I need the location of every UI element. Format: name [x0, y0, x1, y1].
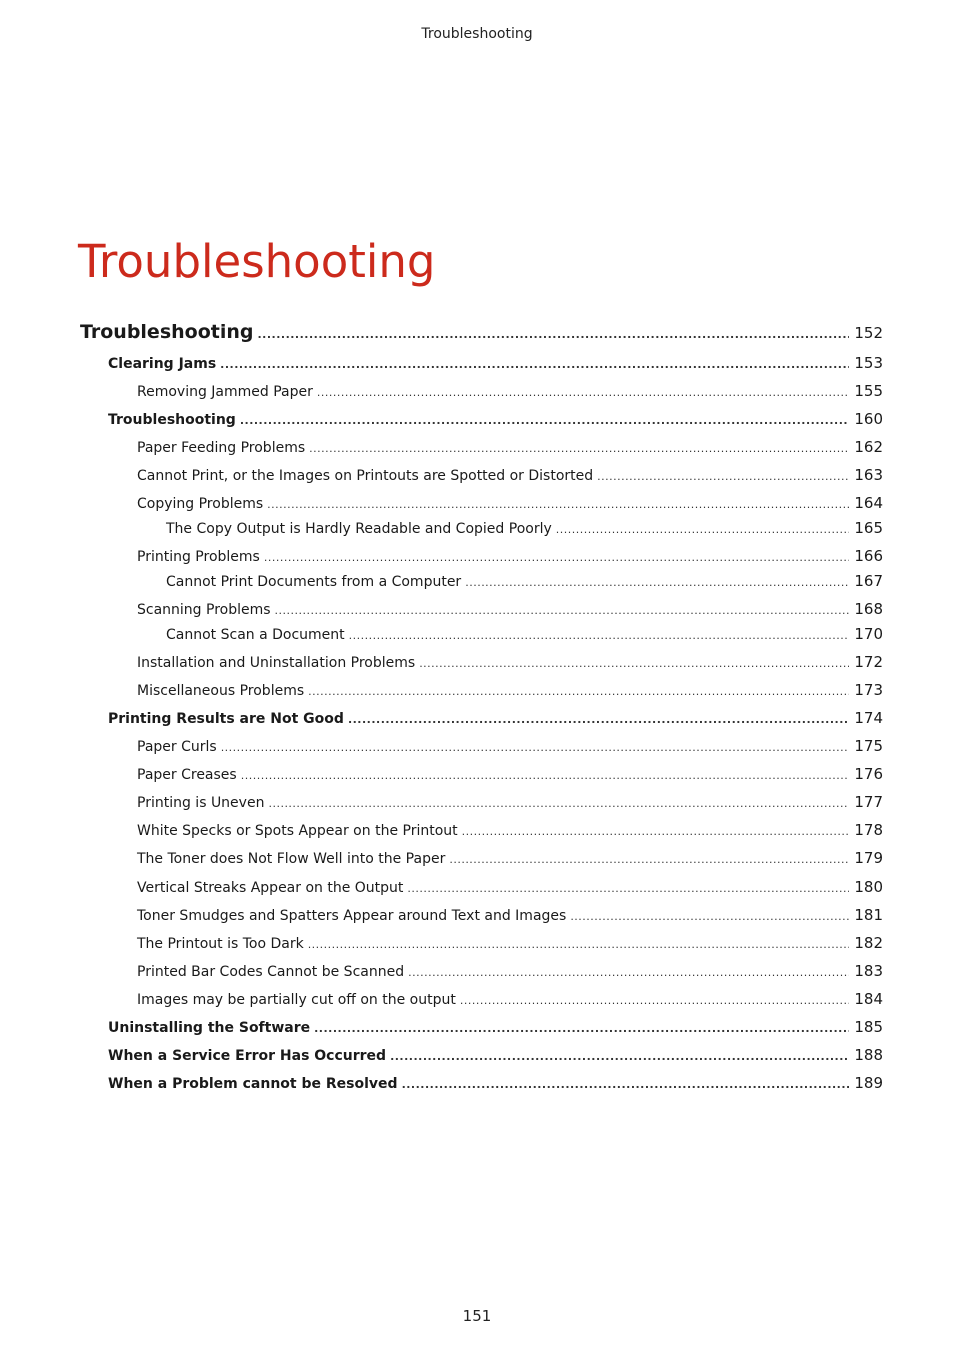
- toc-entry-page: 167: [854, 572, 883, 590]
- toc-entry-label: Printing Problems: [137, 549, 260, 565]
- dot-leader: [349, 629, 849, 642]
- toc-entry-page: 164: [854, 494, 883, 512]
- dot-leader: [317, 386, 849, 399]
- toc-entry-paper-creases[interactable]: [137, 765, 883, 783]
- dot-leader: [407, 882, 849, 895]
- toc-entry-label: Clearing Jams: [108, 356, 217, 372]
- toc-entry-label: Paper Feeding Problems: [137, 440, 306, 456]
- toc-entry-toner-not-flow[interactable]: [137, 849, 883, 867]
- toc-entry-copy-output-hardly-readable[interactable]: [166, 519, 883, 537]
- dot-leader: [308, 685, 849, 698]
- toc-entry-page: 179: [854, 849, 883, 867]
- toc-entry-printing-problems[interactable]: [137, 547, 883, 565]
- toc-entry-problem-not-resolved[interactable]: [108, 1074, 883, 1092]
- toc-entry-page: 185: [854, 1018, 883, 1036]
- toc-entry-page: 160: [854, 410, 883, 428]
- toc-entry-label: Miscellaneous Problems: [137, 683, 305, 699]
- toc-entry-label: The Copy Output is Hardly Readable and Copied Poorly: [166, 521, 552, 537]
- toc-entry-page: 166: [854, 547, 883, 565]
- dot-leader: [348, 713, 849, 726]
- toc-entry-label: When a Problem cannot be Resolved: [108, 1076, 398, 1092]
- toc-entry-label: Copying Problems: [137, 496, 264, 512]
- dot-leader: [460, 994, 849, 1007]
- dot-leader: [462, 825, 849, 838]
- dot-leader: [258, 328, 850, 341]
- toc-entry-troubleshooting[interactable]: [108, 410, 883, 428]
- toc-entry-label: Troubleshooting: [108, 412, 236, 428]
- toc-entry-label: The Printout is Too Dark: [137, 936, 304, 952]
- toc-entry-page: 165: [854, 519, 883, 537]
- dot-leader: [240, 414, 849, 427]
- toc-entry-label: Scanning Problems: [137, 602, 271, 618]
- toc-entry-page: 173: [854, 681, 883, 699]
- toc-entry-page: 181: [854, 906, 883, 924]
- toc-entry-page: 176: [854, 765, 883, 783]
- running-header: Troubleshooting: [421, 26, 533, 42]
- toc-entry-page: 182: [854, 934, 883, 952]
- toc-entry-toner-smudges[interactable]: [137, 906, 883, 924]
- toc-entry-page: 153: [854, 354, 883, 372]
- toc-entry-uninstalling-software[interactable]: [108, 1018, 883, 1036]
- toc-entry-page: 188: [854, 1046, 883, 1064]
- dot-leader: [408, 966, 849, 979]
- toc-entry-label: Installation and Uninstallation Problems: [137, 655, 416, 671]
- toc-entry-label: Images may be partially cut off on the output: [137, 992, 456, 1008]
- toc-entry-label: Uninstalling the Software: [108, 1020, 311, 1036]
- toc-entry-label: Toner Smudges and Spatters Appear around Text and Images: [137, 908, 567, 924]
- toc-entry-images-cut-off[interactable]: [137, 990, 883, 1008]
- dot-leader: [556, 523, 849, 536]
- chapter-title: Troubleshooting: [78, 235, 436, 288]
- toc-entry-page: 155: [854, 382, 883, 400]
- toc-entry-label: Cannot Print, or the Images on Printouts are Spotted or Distorted: [137, 468, 594, 484]
- toc-entry-white-specks[interactable]: [137, 821, 883, 839]
- toc-entry-page: 152: [854, 324, 883, 342]
- toc-entry-copying-problems[interactable]: [137, 494, 883, 512]
- toc-entry-label: Paper Curls: [137, 739, 217, 755]
- toc-entry-label: Cannot Print Documents from a Computer: [166, 574, 462, 590]
- dot-leader: [308, 938, 849, 951]
- toc-entry-page: 162: [854, 438, 883, 456]
- toc-entry-printout-too-dark[interactable]: [137, 934, 883, 952]
- toc-entry-page: 180: [854, 878, 883, 896]
- dot-leader: [314, 1022, 849, 1035]
- toc-entry-removing-jammed-paper[interactable]: [137, 382, 883, 400]
- toc-entry-scanning-problems[interactable]: [137, 600, 883, 618]
- toc-entry-installation-problems[interactable]: [137, 653, 883, 671]
- toc-entry-cannot-scan-document[interactable]: [166, 625, 883, 643]
- toc-entry-bar-codes[interactable]: [137, 962, 883, 980]
- toc-entry-label: The Toner does Not Flow Well into the Paper: [137, 851, 446, 867]
- toc-entry-page: 184: [854, 990, 883, 1008]
- toc-entry-page: 174: [854, 709, 883, 727]
- dot-leader: [264, 551, 849, 564]
- toc-entry-page: 177: [854, 793, 883, 811]
- toc-entry-page: 172: [854, 653, 883, 671]
- toc-entry-cannot-print-spotted[interactable]: [137, 466, 883, 484]
- dot-leader: [449, 853, 849, 866]
- toc-entry-printing-uneven[interactable]: [137, 793, 883, 811]
- dot-leader: [465, 576, 849, 589]
- toc-entry-vertical-streaks[interactable]: [137, 878, 883, 896]
- toc-entry-page: 168: [854, 600, 883, 618]
- dot-leader: [275, 604, 849, 617]
- toc-entry-label: Printing Results are Not Good: [108, 711, 344, 727]
- dot-leader: [241, 769, 849, 782]
- dot-leader: [221, 741, 849, 754]
- toc-entry-label: Removing Jammed Paper: [137, 384, 313, 400]
- toc-entry-page: 170: [854, 625, 883, 643]
- toc-entry-page: 189: [854, 1074, 883, 1092]
- toc-entry-page: 178: [854, 821, 883, 839]
- toc-entry-label: Vertical Streaks Appear on the Output: [137, 880, 404, 896]
- toc-entry-paper-curls[interactable]: [137, 737, 883, 755]
- toc-entry-page: 163: [854, 466, 883, 484]
- toc-entry-cannot-print-documents[interactable]: [166, 572, 883, 590]
- dot-leader: [402, 1078, 849, 1091]
- toc-entry-label: Printing is Uneven: [137, 795, 265, 811]
- dot-leader: [267, 498, 849, 511]
- toc-entry-page: 175: [854, 737, 883, 755]
- toc-entry-page: 183: [854, 962, 883, 980]
- dot-leader: [309, 442, 849, 455]
- toc-entry-label: Paper Creases: [137, 767, 237, 783]
- toc-entry-label: White Specks or Spots Appear on the Printout: [137, 823, 458, 839]
- dot-leader: [597, 470, 849, 483]
- toc-entry-miscellaneous-problems[interactable]: [137, 681, 883, 699]
- dot-leader: [268, 797, 849, 810]
- dot-leader: [419, 657, 849, 670]
- toc-entry-troubleshooting-main[interactable]: [80, 321, 883, 343]
- toc-entry-paper-feeding-problems[interactable]: [137, 438, 883, 456]
- toc-entry-label: Printed Bar Codes Cannot be Scanned: [137, 964, 405, 980]
- page-number: 151: [462, 1307, 492, 1325]
- dot-leader: [390, 1050, 849, 1063]
- toc-entry-clearing-jams[interactable]: [108, 354, 883, 372]
- toc-entry-label: When a Service Error Has Occurred: [108, 1048, 387, 1064]
- toc-entry-label: Cannot Scan a Document: [166, 627, 345, 643]
- dot-leader: [220, 358, 849, 371]
- toc-entry-service-error[interactable]: [108, 1046, 883, 1064]
- dot-leader: [570, 910, 849, 923]
- toc-entry-printing-results-not-good[interactable]: [108, 709, 883, 727]
- toc-entry-label: Troubleshooting: [80, 321, 254, 343]
